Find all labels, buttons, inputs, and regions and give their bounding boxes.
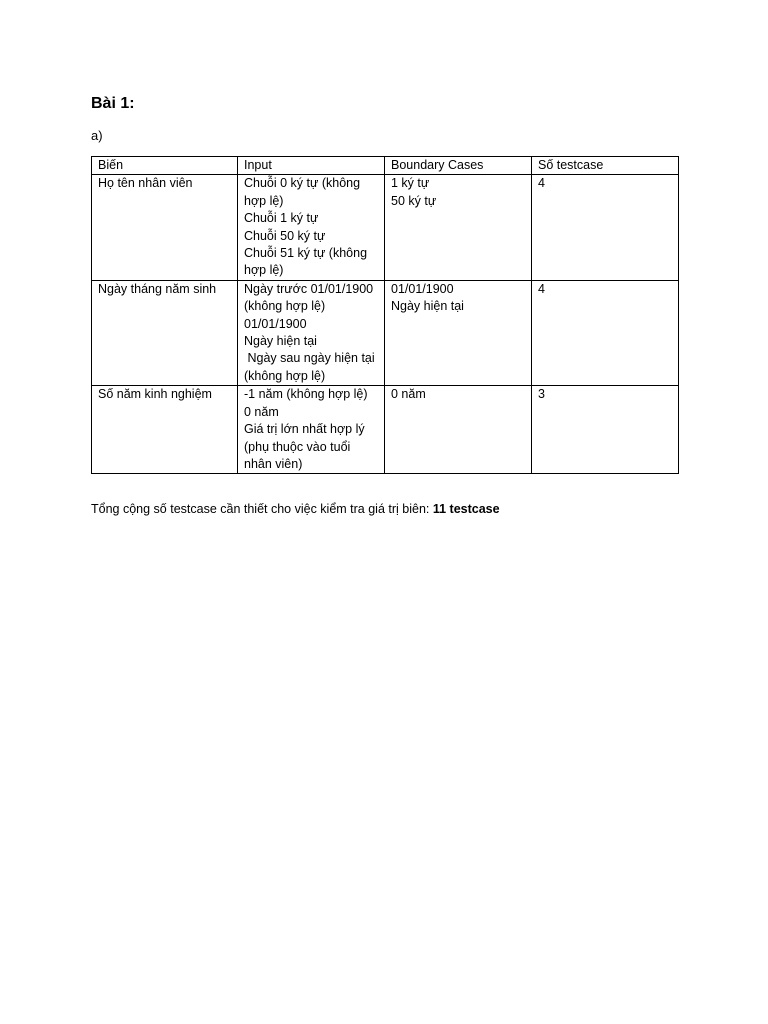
table-row	[92, 280, 679, 385]
summary-line	[91, 502, 500, 516]
input-item: Ngày sau ngày hiện tại (không hợp lệ)	[244, 351, 379, 383]
cell-boundary	[385, 280, 532, 385]
boundary-item: 0 năm	[391, 387, 426, 402]
part-label: a)	[91, 128, 103, 143]
cell-inputs	[238, 175, 385, 280]
header-boundary-cases: Boundary Cases	[385, 157, 532, 175]
cell-boundary	[385, 175, 532, 280]
boundary-item: 50 ký tự	[391, 193, 437, 208]
summary-text: Tổng cộng số testcase cần thiết cho việc kiểm tra giá trị biên:	[91, 502, 433, 516]
cell-variable: Ngày tháng năm sinh	[92, 280, 238, 385]
cell-inputs	[238, 386, 385, 474]
summary-total: 11 testcase	[432, 502, 500, 516]
header-input: Input	[238, 157, 385, 175]
input-item: Giá trị lớn nhất hợp lý (phụ thuộc vào tuổi nhân viên)	[244, 422, 369, 471]
input-item: Ngày trước 01/01/1900 (không hợp lệ)	[244, 281, 377, 314]
input-item: Chuỗi 1 ký tự	[244, 211, 319, 226]
input-item: 0 năm	[244, 404, 279, 419]
header-variable: Biến	[92, 157, 238, 175]
cell-count: 4	[532, 280, 679, 385]
table-header-row	[92, 157, 679, 175]
input-item: Chuỗi 50 ký tự	[244, 228, 326, 243]
table-row	[92, 175, 679, 280]
boundary-item: Ngày hiện tại	[391, 299, 464, 314]
cell-count: 3	[532, 386, 679, 474]
cell-count: 4	[532, 175, 679, 280]
input-item: Chuỗi 0 ký tự (không hợp lệ)	[244, 176, 364, 208]
boundary-item: 1 ký tự	[391, 176, 430, 191]
exercise-heading: Bài 1:	[91, 95, 135, 112]
cell-inputs	[238, 280, 385, 385]
table-row	[92, 386, 679, 474]
cell-boundary	[385, 386, 532, 474]
input-item: 01/01/1900	[244, 316, 307, 331]
cell-variable: Họ tên nhân viên	[92, 175, 238, 280]
boundary-test-table	[91, 156, 679, 474]
header-testcase-count: Số testcase	[532, 157, 679, 175]
cell-variable: Số năm kinh nghiệm	[92, 386, 238, 474]
input-item: Chuỗi 51 ký tự (không hợp lệ)	[244, 246, 371, 278]
boundary-item: 01/01/1900	[391, 281, 454, 296]
input-item: Ngày hiện tại	[244, 334, 317, 349]
input-item: -1 năm (không hợp lệ)	[244, 387, 368, 402]
